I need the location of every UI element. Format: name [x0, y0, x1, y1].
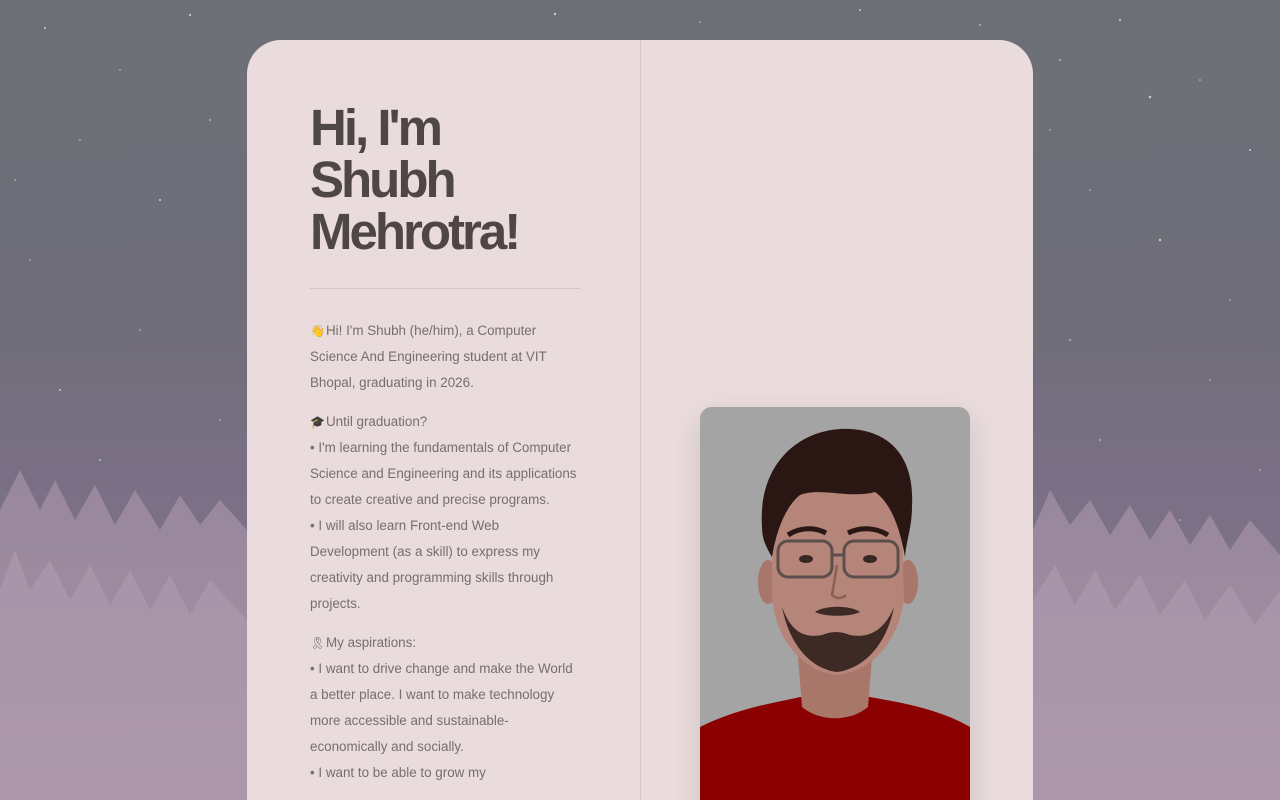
aspiration-point: • I want to be able to grow my	[310, 765, 486, 780]
page-title	[310, 99, 580, 260]
profile-card	[247, 40, 1033, 800]
graduation-point: • I will also learn Front-end Web Development (as a skill) to express my creativity and programming skills through projects.	[310, 518, 554, 611]
graduation-cap-icon: 🎓	[310, 415, 325, 429]
graduation-paragraph	[310, 409, 580, 617]
graduation-heading: Until graduation?	[326, 414, 428, 429]
graduation-point: • I'm learning the fundamentals of Computer Science and Engineering and its applications to create creative and precise programs.	[310, 440, 577, 507]
intro-text: Hi! I'm Shubh (he/him), a Computer Science And Engineering student at VIT Bhopal, graduating in 2026.	[310, 323, 547, 390]
bio-text	[310, 318, 580, 786]
profile-photo	[700, 407, 970, 800]
waving-hand-icon: 👋	[310, 324, 325, 338]
intro-column	[310, 99, 580, 799]
title-line-2: Shubh	[310, 151, 454, 208]
title-divider	[310, 288, 580, 289]
aspirations-paragraph	[310, 630, 580, 786]
title-line-3: Mehrotra!	[310, 203, 519, 260]
intro-paragraph	[310, 318, 580, 396]
ribbon-icon: 🎗	[310, 636, 326, 650]
aspiration-point: • I want to drive change and make the World a better place. I want to make technology more accessible and sustainable- economically and socially.	[310, 661, 573, 754]
portrait-illustration	[700, 407, 970, 800]
aspirations-heading: My aspirations:	[326, 635, 417, 650]
title-line-1: Hi, I'm	[310, 99, 440, 156]
column-divider	[640, 40, 641, 800]
